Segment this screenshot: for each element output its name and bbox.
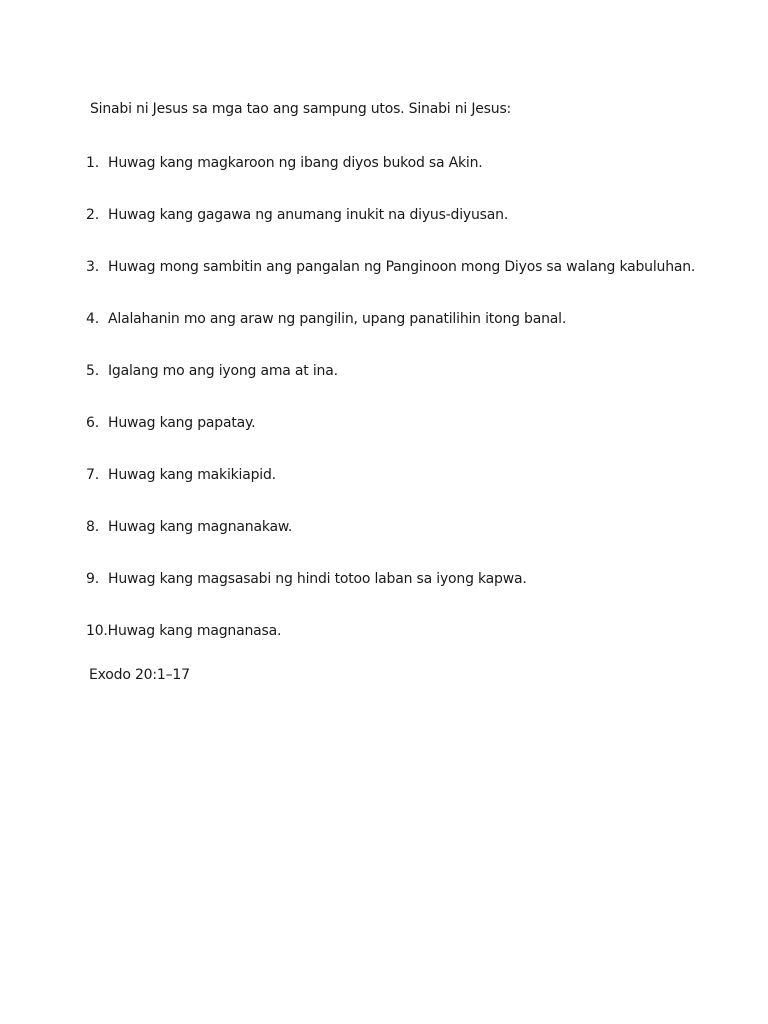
intro-text: Sinabi ni Jesus sa mga tao ang sampung utos. Sinabi ni Jesus: [90, 101, 512, 117]
item-number: 8. [86, 519, 99, 535]
item-text: Huwag kang magsasabi ng hindi totoo laban sa iyong kapwa. [108, 571, 527, 587]
list-item [86, 621, 695, 673]
scripture-reference: Exodo 20:1–17 [89, 667, 190, 683]
item-text: Huwag mong sambitin ang pangalan ng Panginoon mong Diyos sa walang kabuluhan. [108, 259, 696, 275]
list-item [86, 361, 695, 413]
list-item [86, 517, 695, 569]
item-number: 4. [86, 311, 99, 327]
item-text: Huwag kang gagawa ng anumang inukit na diyus-diyusan. [108, 207, 509, 223]
item-number: 10. [86, 623, 108, 639]
item-number: 6. [86, 415, 99, 431]
item-text: Huwag kang magkaroon ng ibang diyos bukod sa Akin. [108, 155, 483, 171]
item-number: 2. [86, 207, 99, 223]
item-number: 7. [86, 467, 99, 483]
item-number: 3. [86, 259, 99, 275]
commandments-list [86, 153, 695, 673]
item-number: 1. [86, 155, 99, 171]
item-text: Huwag kang magnanasa. [107, 623, 282, 639]
list-item [86, 257, 695, 309]
item-number: 9. [86, 571, 99, 587]
list-item [86, 153, 695, 205]
item-number: 5. [86, 363, 99, 379]
list-item [86, 465, 695, 517]
item-text: Alalahanin mo ang araw ng pangilin, upang panatilihin itong banal. [108, 311, 567, 327]
item-text: Huwag kang papatay. [108, 415, 256, 431]
list-item [86, 569, 695, 621]
list-item [86, 205, 695, 257]
list-item [86, 413, 695, 465]
item-text: Huwag kang makikiapid. [108, 467, 276, 483]
item-text: Igalang mo ang iyong ama at ina. [108, 363, 338, 379]
list-item [86, 309, 695, 361]
item-text: Huwag kang magnanakaw. [108, 519, 293, 535]
